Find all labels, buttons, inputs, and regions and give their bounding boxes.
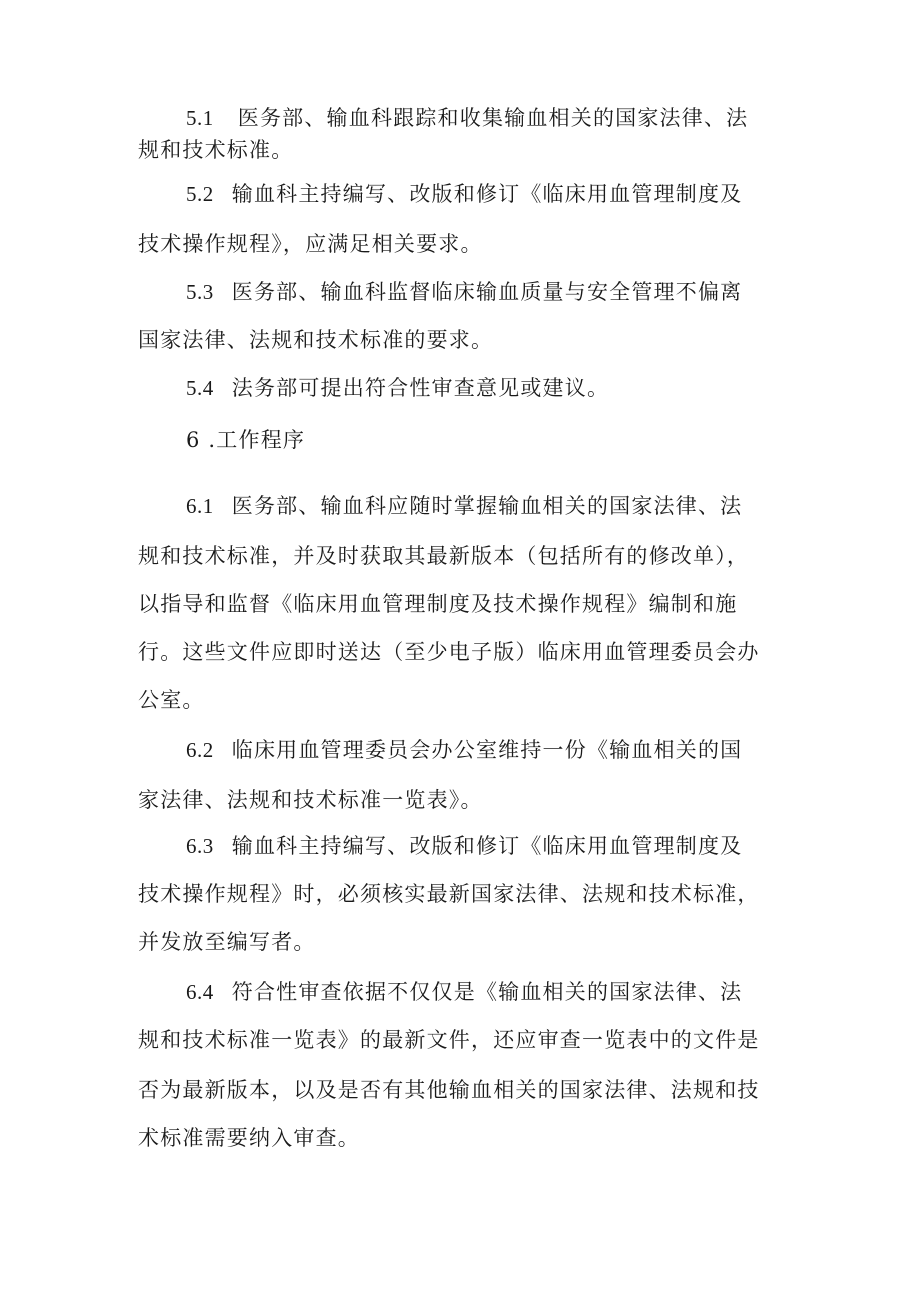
- paragraph-6-3-line-2: [138, 878, 760, 910]
- paragraph-5-4-line-1: [186, 372, 609, 404]
- paragraph-text: 规和技术标准，并及时获取其最新版本（包括所有的修改单），: [138, 544, 750, 568]
- paragraph-text: 并发放至编写者。: [138, 930, 316, 954]
- paragraph-5-1-line-2: [138, 134, 293, 166]
- paragraph-text: 行。这些文件应即时送达（至少电子版）临床用血管理委员会办: [138, 640, 760, 664]
- paragraph-text: 输血科主持编写、改版和修订《临床用血管理制度及: [231, 834, 743, 858]
- paragraph-text: 符合性审查依据不仅仅是《输血相关的国家法律、法: [231, 980, 743, 1004]
- paragraph-6-4-line-4: [138, 1122, 360, 1154]
- paragraph-6-4-line-3: [138, 1074, 760, 1106]
- paragraph-text: 家法律、法规和技术标准一览表》。: [138, 788, 483, 812]
- paragraph-text: 医务部、输血科监督临床输血质量与安全管理不偏离: [231, 280, 743, 304]
- paragraph-text: 公室。: [138, 688, 205, 712]
- section-number: 5.1: [186, 106, 214, 130]
- section-number: 6.2: [186, 738, 214, 762]
- paragraph-text: 国家法律、法规和技术标准的要求。: [138, 328, 494, 352]
- paragraph-text: 以指导和监督《临床用血管理制度及技术操作规程》编制和施: [138, 592, 738, 616]
- section-number: 5.3: [186, 280, 214, 304]
- paragraph-5-2-line-2: [138, 228, 483, 260]
- paragraph-text: 规和技术标准。: [138, 138, 294, 162]
- paragraph-6-2-line-1: [186, 734, 742, 766]
- section-number: 5.2: [186, 182, 214, 206]
- section-heading-6: [186, 424, 305, 456]
- paragraph-text: 法务部可提出符合性审查意见或建议。: [231, 376, 610, 400]
- paragraph-text: 术标准需要纳入审查。: [138, 1126, 360, 1150]
- paragraph-6-4-line-1: [186, 976, 742, 1008]
- paragraph-text: 技术操作规程》时，必须核实最新国家法律、法规和技术标准，: [138, 882, 760, 906]
- paragraph-6-2-line-2: [138, 784, 483, 816]
- paragraph-text: 临床用血管理委员会办公室维持一份《输血相关的国: [231, 738, 743, 762]
- paragraph-5-1-line-1: [186, 102, 748, 134]
- paragraph-5-3-line-2: [138, 324, 493, 356]
- section-number: 6.3: [186, 834, 214, 858]
- paragraph-6-4-line-2: [138, 1024, 760, 1056]
- paragraph-text: 规和技术标准一览表》的最新文件，还应审查一览表中的文件是: [138, 1028, 760, 1052]
- section-number: 5.4: [186, 376, 214, 400]
- paragraph-5-3-line-1: [186, 276, 742, 308]
- paragraph-5-2-line-1: [186, 178, 742, 210]
- paragraph-6-3-line-1: [186, 830, 742, 862]
- paragraph-text: 技术操作规程》，应满足相关要求。: [138, 232, 483, 256]
- paragraph-6-1-line-1: [186, 490, 742, 522]
- paragraph-6-1-line-5: [138, 684, 205, 716]
- section-number: 6.4: [186, 980, 214, 1004]
- section-number: 6.1: [186, 494, 214, 518]
- paragraph-6-1-line-2: [138, 540, 749, 572]
- paragraph-6-1-line-4: [138, 636, 760, 668]
- paragraph-6-3-line-3: [138, 926, 316, 958]
- paragraph-text: 输血科主持编写、改版和修订《临床用血管理制度及: [231, 182, 743, 206]
- heading-text: 6 .工作程序: [186, 428, 306, 452]
- paragraph-6-1-line-3: [138, 588, 737, 620]
- paragraph-text: 否为最新版本，以及是否有其他输血相关的国家法律、法规和技: [138, 1078, 760, 1102]
- paragraph-text: 医务部、输血科跟踪和收集输血相关的国家法律、法: [237, 106, 749, 130]
- paragraph-text: 医务部、输血科应随时掌握输血相关的国家法律、法: [231, 494, 743, 518]
